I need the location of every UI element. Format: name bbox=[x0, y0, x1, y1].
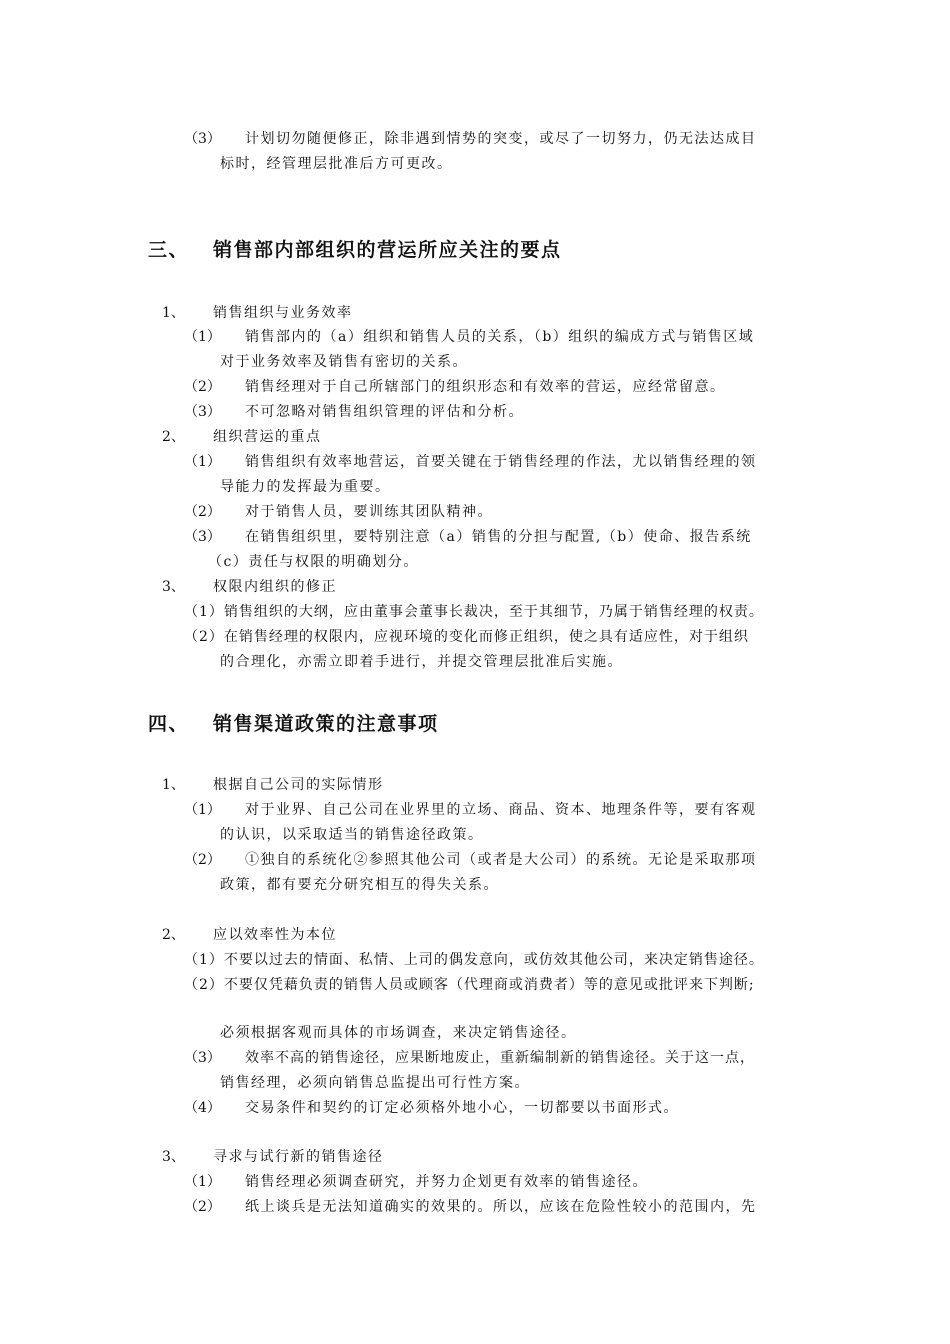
item-text: 纸上谈兵是无法知道确实的效果的。所以，应该在危险性较小的范围内，先 bbox=[245, 1199, 757, 1215]
item-marker: （1） bbox=[184, 454, 221, 470]
item-text-cont: 必须根据客观而具体的市场调查，来决定销售途径。 bbox=[220, 1025, 577, 1041]
subsection-number: 1、 bbox=[162, 305, 185, 321]
item-text: 不可忽略对销售组织管理的评估和分析。 bbox=[245, 404, 524, 420]
item-marker: （2） bbox=[184, 379, 221, 395]
item-marker: （2） bbox=[184, 1199, 221, 1215]
subsection-number: 3、 bbox=[162, 579, 185, 595]
item-text: 销售经理必须调查研究，并努力企划更有效率的销售途径。 bbox=[245, 1174, 648, 1190]
item-text: 销售经理对于自己所辖部门的组织形态和有效率的营运，应经常留意。 bbox=[245, 379, 726, 395]
subsection-number: 2、 bbox=[162, 429, 185, 445]
item-text: （2）在销售经理的权限内，应视环境的变化而修正组织，使之具有适应性，对于组织 bbox=[184, 629, 749, 645]
subsection-title: 组织营运的重点 bbox=[213, 429, 322, 445]
item-text-cont: 标时，经管理层批准后方可更改。 bbox=[220, 156, 453, 172]
subsection-title: 寻求与试行新的销售途径 bbox=[213, 1149, 384, 1165]
item-text: 对于业界、自己公司在业界里的立场、商品、资本、地理条件等，要有客观 bbox=[245, 802, 757, 818]
item-text: （1）不要以过去的情面、私情、上司的偶发意向，或仿效其他公司，来决定销售途径。 bbox=[184, 952, 764, 968]
item-text: 效率不高的销售途径，应果断地废止，重新编制新的销售途径。关于这一点， bbox=[245, 1050, 755, 1066]
item-text-cont: 销售经理，必须向销售总监提出可行性方案。 bbox=[220, 1075, 530, 1091]
item-text: 对于销售人员，要训练其团队精神。 bbox=[245, 504, 493, 520]
subsection-number: 1、 bbox=[162, 777, 185, 793]
subsection-number: 2、 bbox=[162, 927, 185, 943]
item-marker: （3） bbox=[184, 404, 221, 420]
item-text: （2）不要仅凭藉负责的销售人员或顾客（代理商或消费者）等的意见或批评来下判断; bbox=[184, 977, 755, 993]
section-number: 三、 bbox=[148, 239, 190, 261]
item-text: （1）销售组织的大纲，应由董事会董事长裁决，至于其细节，乃属于销售经理的权责。 bbox=[184, 604, 764, 620]
subsection-title: 权限内组织的修正 bbox=[213, 579, 337, 595]
subsection-title: 销售组织与业务效率 bbox=[213, 305, 353, 321]
section-number: 四、 bbox=[148, 713, 190, 735]
item-text: ①独自的系统化②参照其他公司（或者是大公司）的系统。无论是采取那项 bbox=[245, 852, 757, 868]
item-text-cont: 对于业务效率及销售有密切的关系。 bbox=[220, 354, 468, 370]
item-marker: （1） bbox=[184, 329, 221, 345]
item-marker: （3） bbox=[184, 529, 221, 545]
item-text: 销售组织有效率地营运，首要关键在于销售经理的作法，尤以销售经理的领 bbox=[245, 454, 757, 470]
subsection-title: 根据自己公司的实际情形 bbox=[213, 777, 384, 793]
subsection-number: 3、 bbox=[162, 1149, 185, 1165]
subsection-title: 应以效率性为本位 bbox=[213, 927, 337, 943]
item-text: 销售部内的（a）组织和销售人员的关系，（b）组织的编成方式与销售区域 bbox=[245, 329, 755, 345]
item-marker: （1） bbox=[184, 802, 221, 818]
section-title: 销售部内部组织的营运所应关注的要点 bbox=[213, 239, 562, 261]
item-text-cont: （c）责任与权限的明确划分。 bbox=[208, 554, 419, 570]
item-marker: （3） bbox=[184, 131, 221, 147]
item-marker: （4） bbox=[184, 1100, 221, 1116]
item-text: 计划切勿随便修正，除非遇到情势的突变，或尽了一切努力，仍无法达成目 bbox=[245, 131, 757, 147]
item-marker: （2） bbox=[184, 852, 221, 868]
item-text: 在销售组织里，要特别注意（a）销售的分担与配置,（b）使命、报告系统 bbox=[245, 529, 752, 545]
item-marker: （3） bbox=[184, 1050, 221, 1066]
item-text-cont: 政策，都有要充分研究相互的得失关系。 bbox=[220, 877, 499, 893]
item-marker: （2） bbox=[184, 504, 221, 520]
item-marker: （1） bbox=[184, 1174, 221, 1190]
item-text: 交易条件和契约的订定必须格外地小心，一切都要以书面形式。 bbox=[245, 1100, 679, 1116]
item-text-cont: 的认识，以采取适当的销售途径政策。 bbox=[220, 827, 484, 843]
item-text-cont: 的合理化，亦需立即着手进行，并提交管理层批准后实施。 bbox=[220, 654, 623, 670]
item-text-cont: 导能力的发挥最为重要。 bbox=[220, 479, 391, 495]
section-title: 销售渠道政策的注意事项 bbox=[213, 713, 439, 735]
